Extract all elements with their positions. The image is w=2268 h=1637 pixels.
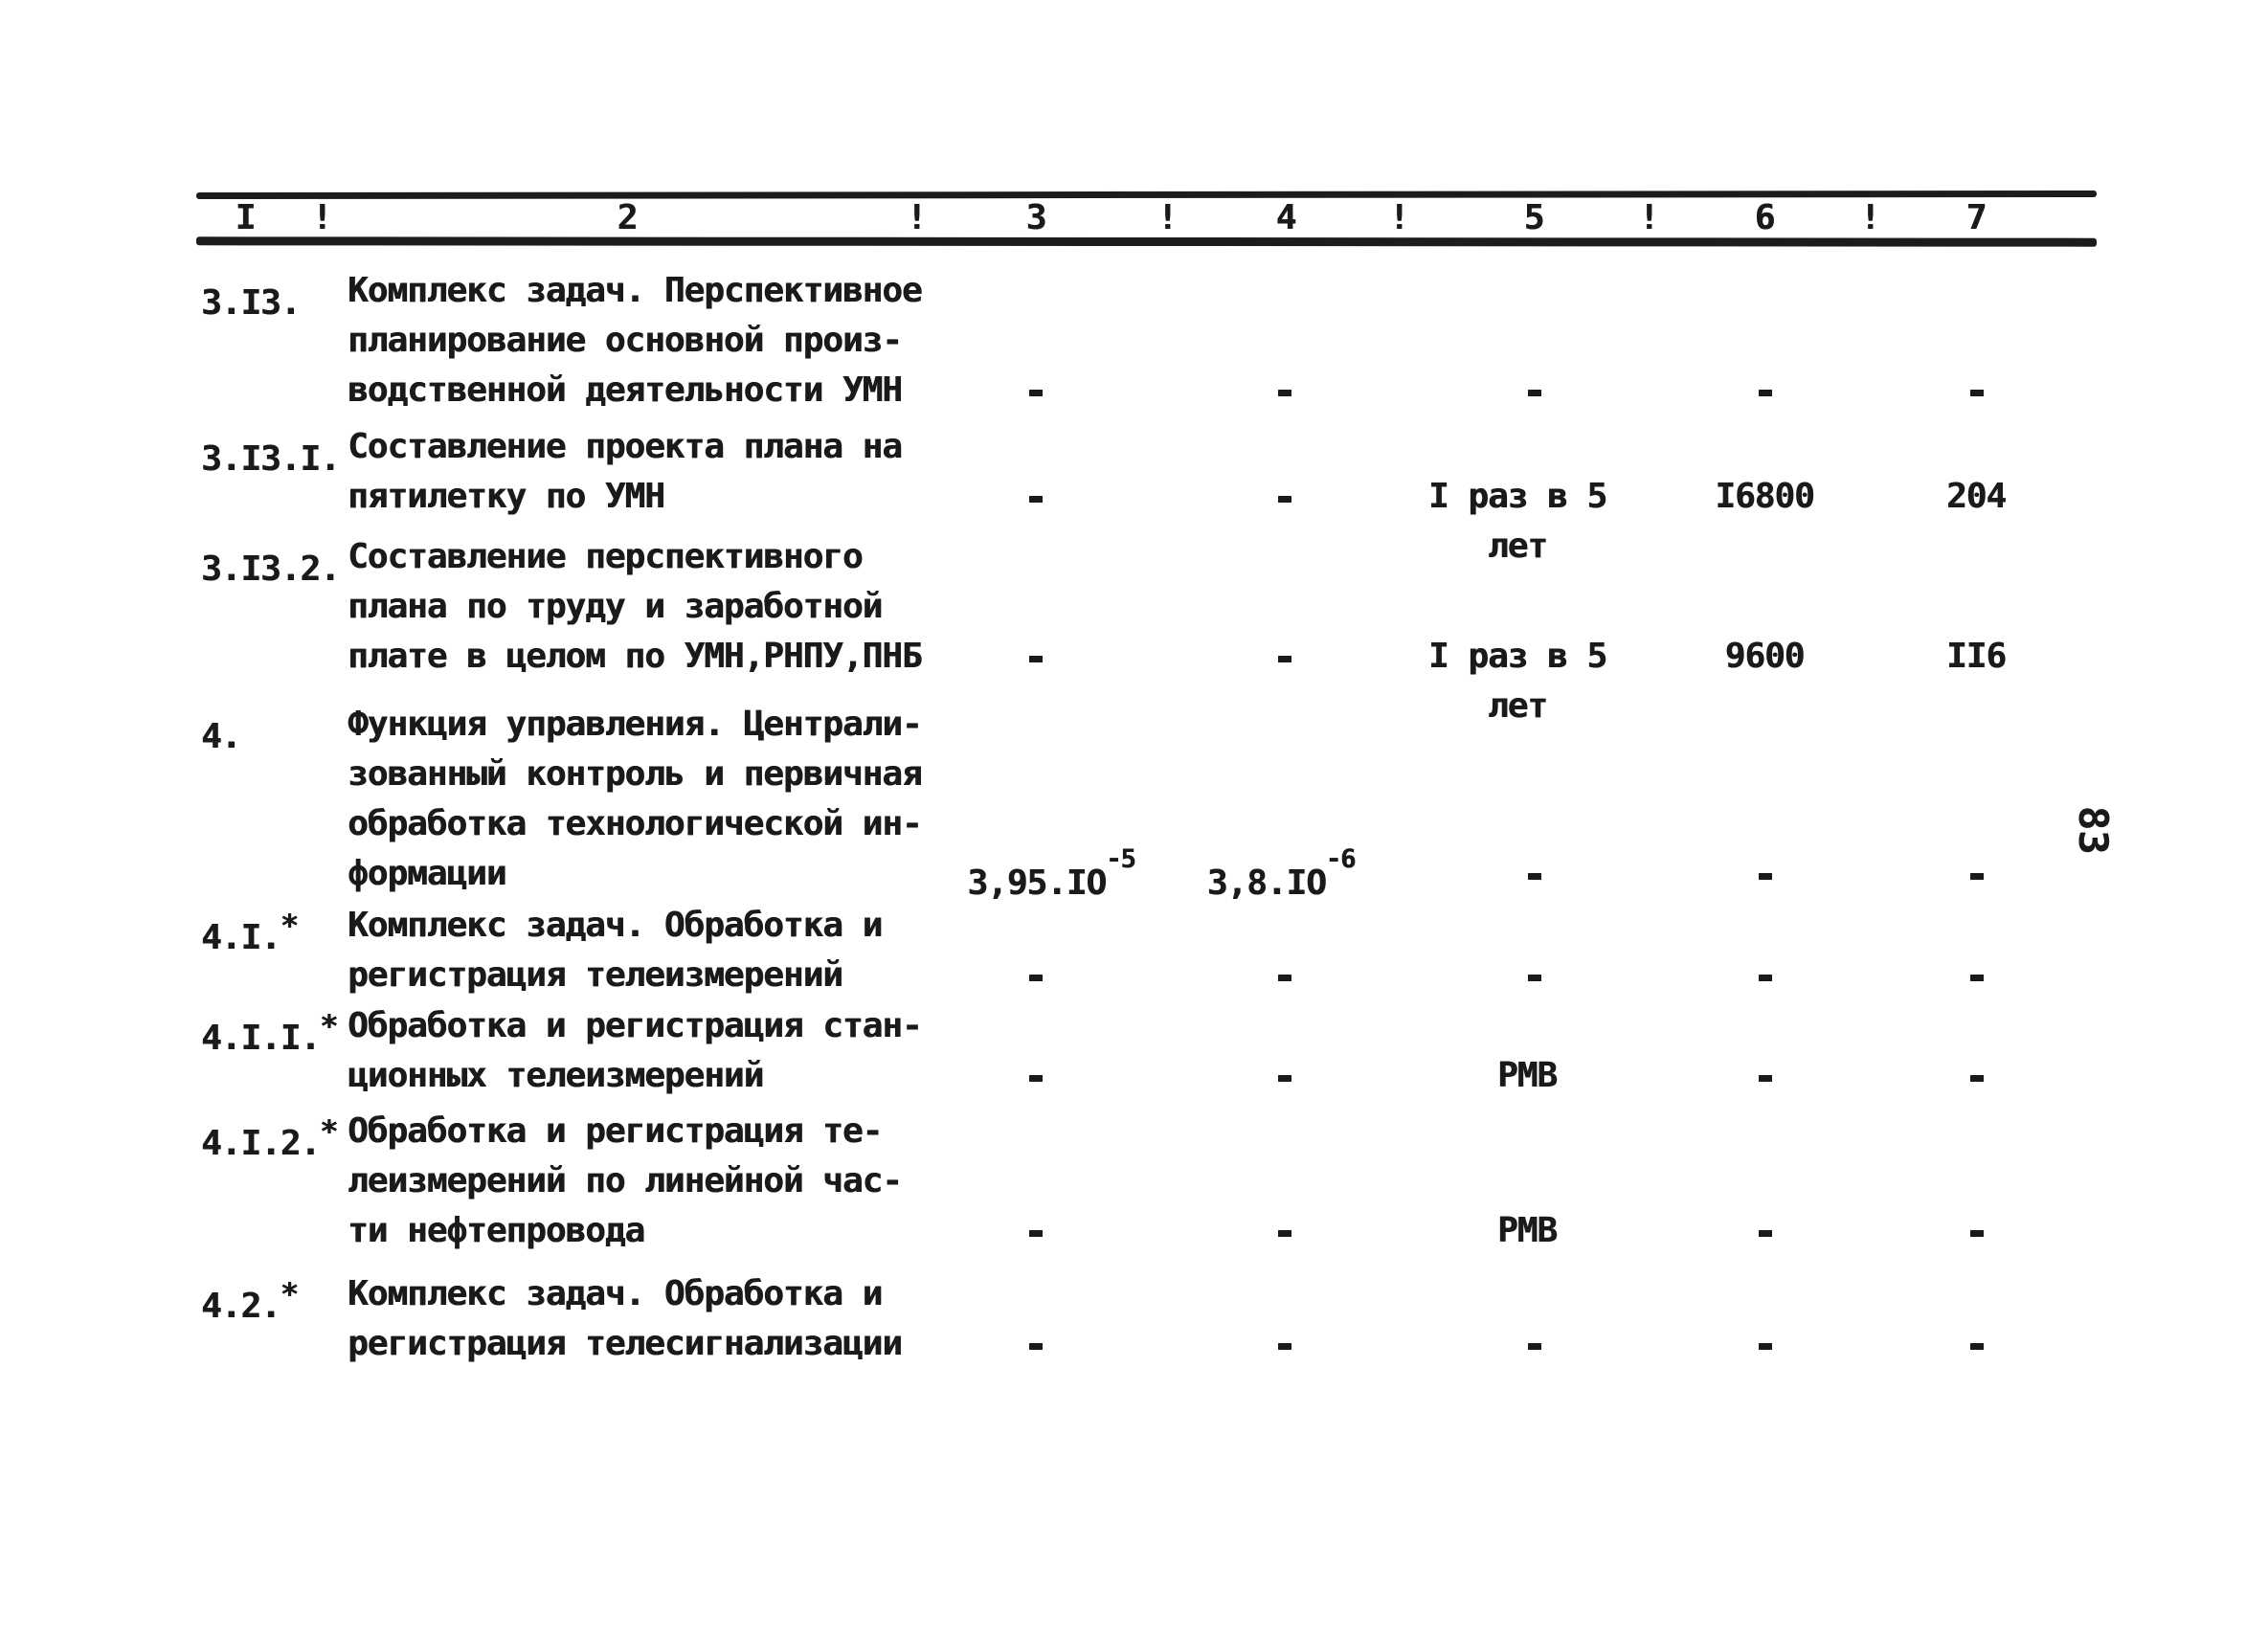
row-number-text: 3.I3.I. (201, 439, 340, 479)
text-line: Обработка и регистрация те- (348, 1111, 883, 1151)
footnote-marker: * (320, 1113, 339, 1150)
footnote-marker: * (280, 908, 299, 944)
cell-col3: - (1022, 367, 1047, 414)
value-exponent: -6 (1325, 844, 1356, 874)
cell-col4: - (1271, 1052, 1296, 1099)
row-task-name (348, 532, 1018, 682)
cell-col5 (1428, 632, 1606, 731)
text-line: леизмерений по линейной час- (348, 1161, 902, 1200)
text-line: водственной деятельности УМН (348, 370, 902, 410)
cell-col5: РМВ (1496, 1056, 1558, 1095)
header-separator: ! (1388, 198, 1409, 237)
page-number: 83 (2070, 805, 2117, 855)
cell-col5: - (1521, 850, 1546, 897)
value-exponent: -5 (1106, 844, 1135, 874)
row-number (201, 266, 300, 328)
text-line: Комплекс задач. Обработка и (348, 906, 883, 945)
cell-col5: - (1521, 952, 1546, 998)
header-separator: ! (1156, 198, 1178, 237)
cell-col3: - (1022, 1052, 1047, 1099)
row-number (201, 901, 299, 963)
text-line: пятилетку по УМН (348, 477, 664, 516)
row-number-text: 4.I.2. (201, 1124, 321, 1163)
cell-col6: - (1752, 1320, 1777, 1367)
header-col-5: 5 (1523, 198, 1544, 237)
cell-col7: - (1964, 1320, 1988, 1367)
cell-col4: - (1271, 633, 1296, 680)
text-line: обработка технологической ин- (348, 804, 922, 843)
cell-col5: - (1521, 1320, 1546, 1367)
text-line: ционных телеизмерений (348, 1056, 764, 1095)
row-number-text: 4.I. (201, 918, 281, 957)
cell-col6: - (1752, 952, 1777, 998)
row-number (201, 1107, 338, 1169)
row-number-text: 4. (201, 717, 241, 756)
text-line: Функция управления. Централи- (348, 705, 922, 744)
text-line: плате в целом по УМН,РНПУ,ПНБ (348, 637, 922, 676)
row-number-text: 4.2. (201, 1287, 281, 1326)
cell-col5 (1428, 472, 1606, 572)
row-number (201, 422, 340, 484)
header-col-7: 7 (1965, 198, 1987, 237)
footnote-marker: * (320, 1008, 339, 1044)
cell-col4: - (1271, 367, 1296, 414)
cell-col6: - (1752, 1052, 1777, 1099)
header-col-4: 4 (1275, 198, 1296, 237)
text-line: Комплекс задач. Перспективное (348, 271, 922, 310)
cell-col3: - (1022, 952, 1047, 998)
row-task-name (348, 901, 1018, 1000)
cell-col7: - (1964, 1207, 1988, 1254)
cell-col4: - (1271, 473, 1296, 520)
text-line: Составление перспективного (348, 537, 863, 576)
cell-col6: - (1752, 1207, 1777, 1254)
text-line: ти нефтепровода (348, 1211, 645, 1250)
header-col-3: 3 (1025, 198, 1046, 237)
text-line: зованный контроль и первичная (348, 754, 922, 794)
row-task-name (348, 1269, 1018, 1369)
cell-col7: - (1964, 850, 1988, 897)
cell-col7: II6 (1945, 637, 2007, 676)
text-line: регистрация телесигнализации (348, 1324, 902, 1363)
cell-col5: - (1521, 367, 1546, 414)
cell-col3: - (1022, 1320, 1047, 1367)
text-line: планирование основной произ- (348, 321, 902, 360)
cell-col4 (1206, 844, 1356, 908)
cell-col3 (967, 844, 1135, 908)
row-task-name (348, 700, 1018, 899)
header-col-6: 6 (1754, 198, 1775, 237)
header-col-1: I (235, 198, 256, 237)
text-line: Составление проекта плана на (348, 427, 902, 466)
cell-col4: - (1271, 1320, 1296, 1367)
cell-col7: 204 (1945, 477, 2007, 516)
text-line: формации (348, 854, 506, 893)
header-separator: ! (311, 198, 332, 237)
row-number-text: 3.I3. (201, 283, 301, 323)
row-number (201, 532, 340, 594)
row-task-name (348, 1107, 1018, 1256)
cell-col3: - (1022, 1207, 1047, 1254)
cell-col3: - (1022, 473, 1047, 520)
text-line: Комплекс задач. Обработка и (348, 1274, 883, 1313)
periodicity-line: лет (1487, 686, 1548, 726)
cell-col5: РМВ (1496, 1211, 1558, 1250)
periodicity-line: лет (1487, 527, 1548, 566)
header-separator: ! (1859, 198, 1880, 237)
cell-col4: - (1271, 952, 1296, 998)
header-separator: ! (906, 198, 927, 237)
cell-col6: - (1752, 367, 1777, 414)
header-col-2: 2 (617, 198, 638, 237)
row-number (201, 1001, 338, 1064)
text-line: регистрация телеизмерений (348, 955, 842, 995)
row-number (201, 1269, 299, 1332)
cell-col7: - (1964, 952, 1988, 998)
cell-col7: - (1964, 1052, 1988, 1099)
row-task-name (348, 1001, 1018, 1101)
cell-col3: - (1022, 633, 1047, 680)
row-number-text: 3.I3.2. (201, 549, 340, 589)
footnote-marker: * (280, 1276, 299, 1312)
text-line: Обработка и регистрация стан- (348, 1006, 922, 1045)
periodicity-line: I раз в 5 (1427, 637, 1607, 676)
text-line: плана по труду и заработной (348, 587, 883, 626)
row-number-text: 4.I.I. (201, 1019, 321, 1058)
value-base: 3,8.IO (1206, 863, 1326, 903)
row-task-name (348, 422, 1018, 522)
row-number (201, 700, 240, 762)
header-separator: ! (1638, 198, 1659, 237)
row-task-name (348, 266, 1018, 415)
cell-col7: - (1964, 367, 1988, 414)
cell-col6: - (1752, 850, 1777, 897)
cell-col6: I6800 (1715, 477, 1814, 516)
periodicity-line: I раз в 5 (1427, 477, 1607, 516)
table-header-rule (196, 236, 2097, 246)
value-base: 3,95.IO (967, 863, 1107, 903)
table-top-rule (196, 191, 2097, 199)
cell-col6: 9600 (1724, 637, 1805, 676)
cell-col4: - (1271, 1207, 1296, 1254)
